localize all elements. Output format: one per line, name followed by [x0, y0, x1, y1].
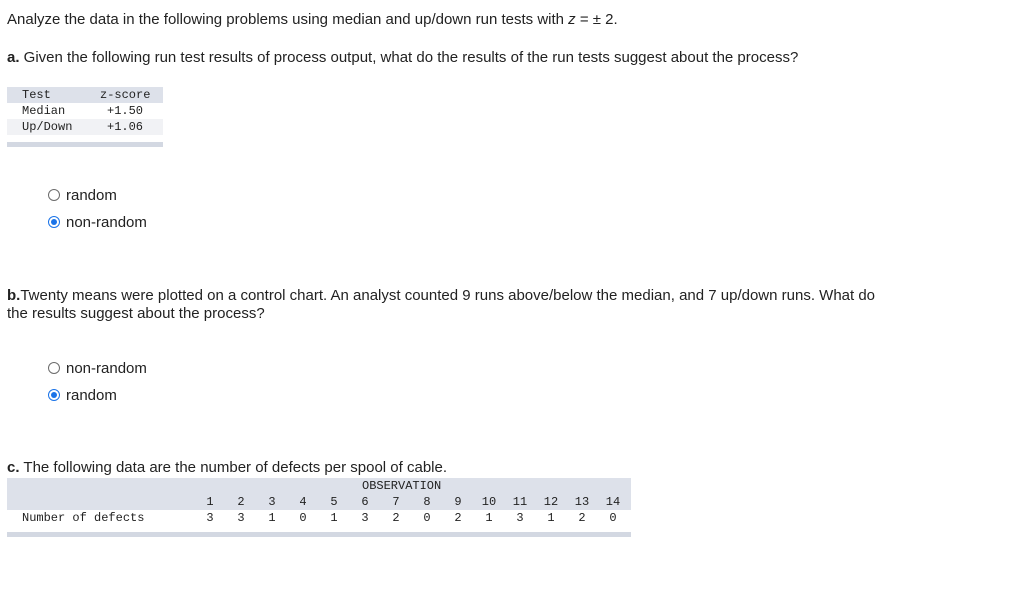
observation-number: 3	[268, 495, 276, 509]
defect-count: 0	[299, 511, 307, 525]
header-observation: OBSERVATION	[362, 479, 442, 493]
defect-count: 3	[516, 511, 524, 525]
defect-count: 1	[547, 511, 555, 525]
intro-z-symbol: z	[568, 11, 576, 28]
option-non-random-a[interactable]	[48, 212, 147, 232]
defects-table	[7, 478, 631, 537]
defect-count: 0	[609, 511, 617, 525]
table-row	[7, 119, 163, 135]
part-a-question	[7, 49, 798, 67]
observation-number: 8	[423, 495, 431, 509]
observation-number: 12	[543, 495, 559, 509]
observation-number: 4	[299, 495, 307, 509]
defect-count: 1	[268, 511, 276, 525]
option-label: random	[66, 386, 117, 404]
spacer	[7, 135, 163, 142]
radio-checked-icon[interactable]	[48, 389, 60, 401]
option-label: non-random	[66, 213, 147, 231]
intro-text	[7, 11, 618, 29]
defect-count: 1	[330, 511, 338, 525]
observation-number: 10	[481, 495, 497, 509]
observation-number: 13	[574, 495, 590, 509]
part-c-question-text: The following data are the number of defects per spool of cable.	[19, 459, 448, 476]
cell-test-name: Up/Down	[22, 120, 73, 134]
cell-z-score: +1.50	[107, 104, 144, 118]
observation-number: 14	[605, 495, 621, 509]
table-divider	[7, 532, 631, 537]
defect-count: 3	[361, 511, 369, 525]
observation-number: 6	[361, 495, 369, 509]
radio-unchecked-icon[interactable]	[48, 362, 60, 374]
part-a-label: a.	[7, 49, 20, 66]
defects-table-observation-header	[7, 494, 631, 510]
option-random-a[interactable]	[48, 185, 117, 205]
run-test-table-header	[7, 87, 163, 103]
row-label-defects: Number of defects	[22, 511, 145, 525]
intro-text-before: Analyze the data in the following problems using median and up/down run tests with	[7, 11, 569, 28]
run-test-table	[7, 87, 163, 147]
defect-count: 3	[206, 511, 214, 525]
radio-checked-icon[interactable]	[48, 216, 60, 228]
defect-count: 0	[423, 511, 431, 525]
cell-test-name: Median	[22, 104, 66, 118]
defect-count: 2	[454, 511, 462, 525]
defect-count: 2	[392, 511, 400, 525]
observation-number: 7	[392, 495, 400, 509]
radio-unchecked-icon[interactable]	[48, 189, 60, 201]
defects-table-group-header	[7, 478, 631, 494]
observation-number: 5	[330, 495, 338, 509]
part-b-question	[7, 287, 875, 305]
header-z-score: z-score	[100, 88, 151, 102]
table-row	[7, 510, 631, 526]
defect-count: 3	[237, 511, 245, 525]
observation-number: 1	[206, 495, 214, 509]
part-a-question-text: Given the following run test results of process output, what do the results of the run tests suggest about the process?	[19, 49, 799, 66]
part-c-label: c.	[7, 459, 20, 476]
cell-z-score: +1.06	[107, 120, 144, 134]
part-b-label: b.	[7, 287, 21, 304]
table-row	[7, 103, 163, 119]
table-divider	[7, 142, 163, 147]
part-b-question-line1: Twenty means were plotted on a control chart. An analyst counted 9 runs above/below the median, and 7 up/down runs. What do	[20, 287, 876, 304]
defect-count: 2	[578, 511, 586, 525]
option-random-b[interactable]	[48, 385, 117, 405]
option-label: random	[66, 186, 117, 204]
defect-count: 1	[485, 511, 493, 525]
observation-number: 9	[454, 495, 462, 509]
part-c-question	[7, 459, 447, 477]
intro-text-after: = ± 2.	[575, 11, 618, 28]
option-non-random-b[interactable]	[48, 358, 147, 378]
observation-number: 11	[512, 495, 528, 509]
observation-number: 2	[237, 495, 245, 509]
option-label: non-random	[66, 359, 147, 377]
header-test: Test	[22, 88, 51, 102]
part-b-question-line2: the results suggest about the process?	[7, 305, 265, 322]
